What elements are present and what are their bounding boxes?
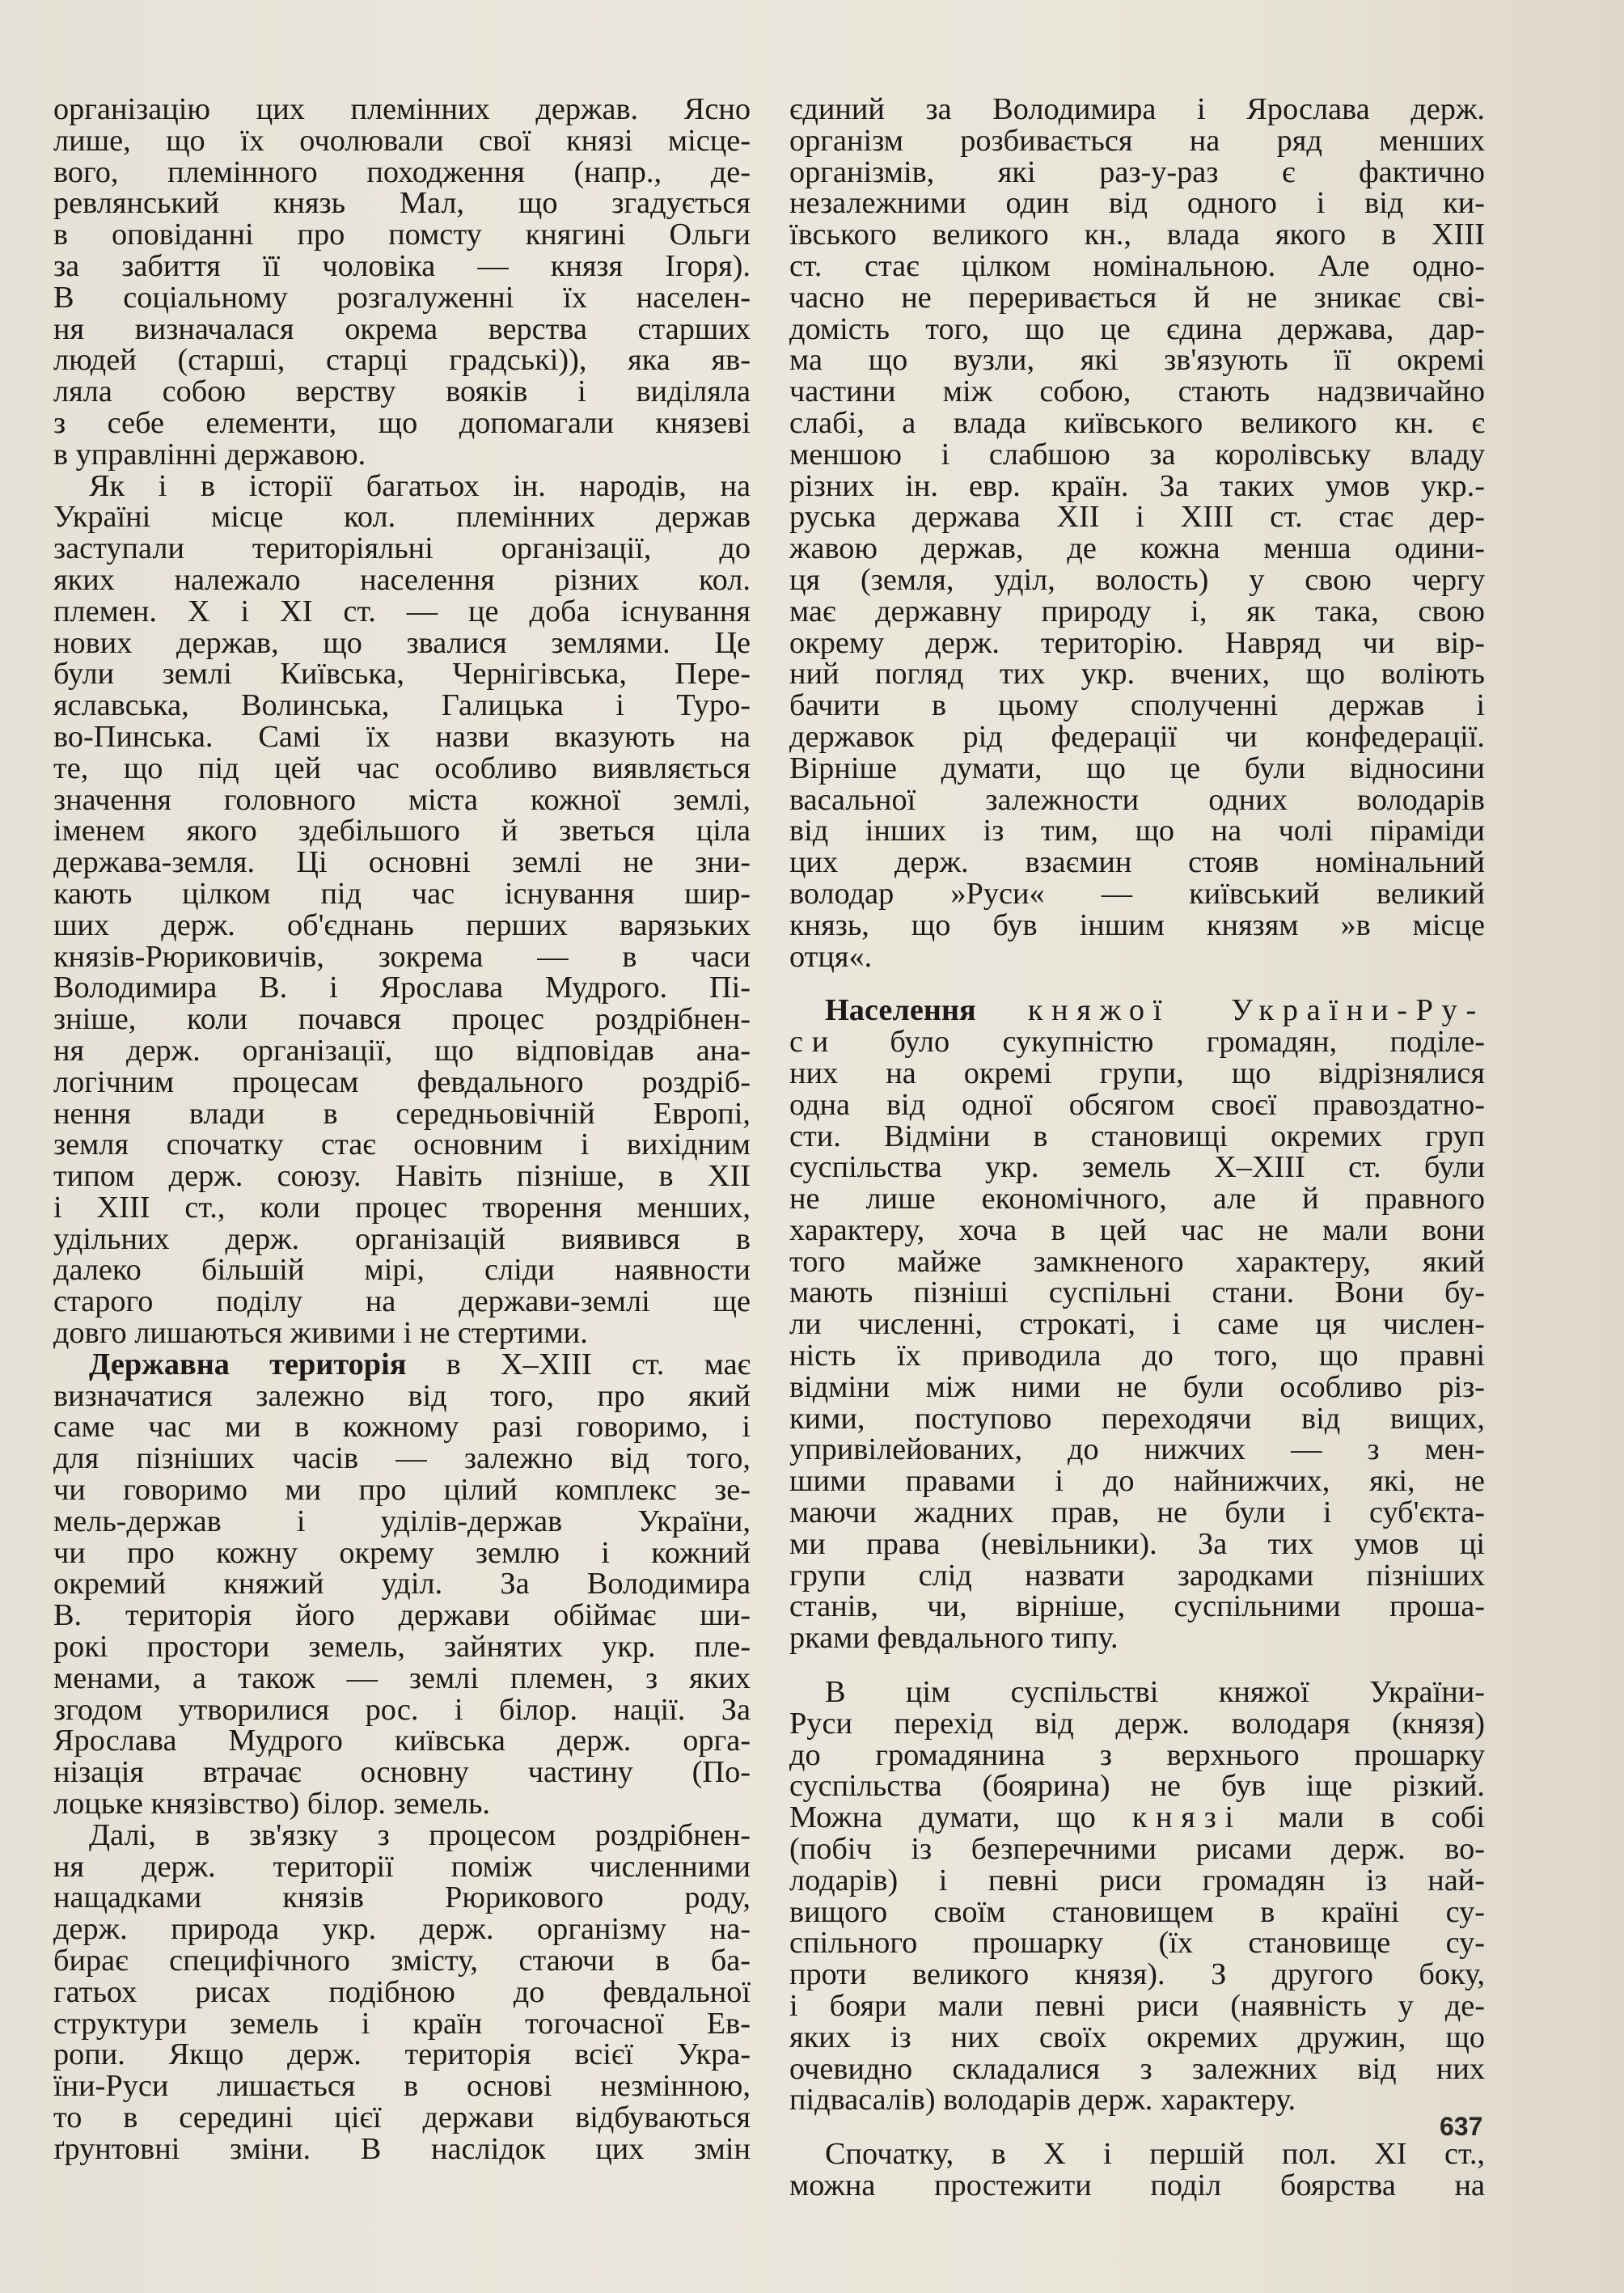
line-text: Вірніше думати, що це були відносини (789, 751, 1485, 785)
section-heading: Державна територія (89, 1347, 407, 1381)
line-text: ність їх приводила до того, що правні (789, 1339, 1485, 1373)
line-text: домість того, що це єдина держава, дар- (789, 311, 1485, 346)
line-text: яславська, Волинська, Галицька і Туро- (53, 688, 751, 723)
text-line (53, 1851, 751, 1883)
text-line (789, 1497, 1485, 1529)
line-text: племен. X і XI ст. — це доба існування (53, 594, 751, 628)
line-text: іменем якого здебільшого й зветься ціла (53, 814, 751, 848)
line-text: за забиття її чоловіка — князя Ігоря). (53, 248, 751, 283)
line-text: ня визначалася окрема верства старших (53, 311, 751, 346)
line-text: станів, чи, вірніше, суспільними проша- (789, 1589, 1485, 1624)
text-line (789, 1927, 1485, 1959)
text-line (789, 1708, 1485, 1740)
line-text: отця«. (789, 939, 873, 974)
text-line (53, 972, 751, 1004)
line-text: окремий княжий уділ. За Володимира (53, 1567, 751, 1601)
text-line (789, 2139, 1485, 2170)
line-text: нення влади в середньовічній Европі, (53, 1096, 751, 1131)
text-line (53, 1945, 751, 1977)
text-line (789, 1058, 1485, 1089)
text-line (789, 94, 1485, 125)
line-text: заступали територіяльні організації, до (53, 531, 751, 566)
line-text: В. територія його держави обіймає ши- (53, 1598, 751, 1633)
text-line (789, 533, 1485, 565)
text-line (789, 282, 1485, 314)
line-text: упривілейованих, до нижчих — з мен- (789, 1432, 1485, 1467)
line-text: значення головного міста кожної землі, (53, 782, 751, 817)
text-line (789, 625, 1485, 660)
text-line (789, 405, 1485, 440)
left-text-column (53, 94, 751, 2165)
text-line (53, 1568, 751, 1600)
line-text: Далі, в зв'язку з процесом роздрібнен- (89, 1817, 751, 1852)
text-line (53, 2102, 751, 2134)
line-text: організацію цих племінних держав. Ясно (53, 92, 751, 126)
line-text: кими, поступово переходячи від вищих, (789, 1401, 1485, 1436)
line-text: князь, що був іншим князям »в місце (789, 907, 1485, 942)
text-line (789, 1340, 1485, 1372)
text-line (53, 501, 751, 533)
line-text: князів-Рюриковичів, зокрема — в часи (53, 939, 751, 974)
line-text: маючи жадних прав, не були і суб'єкта- (789, 1496, 1485, 1530)
line-text: далеко більшій мірі, сліди наявности (53, 1253, 751, 1288)
line-text: їни-Руси лишається в основі незмінною, (53, 2069, 751, 2104)
line-text: частини між собою, стають надзвичайно (789, 374, 1485, 409)
line-text: ших держ. об'єднань перших варязьких (53, 907, 751, 942)
text-line (53, 1129, 751, 1161)
text-line (53, 1064, 751, 1099)
line-text: ревлянський князь Мал, що згадується (53, 186, 751, 221)
text-line (53, 782, 751, 817)
text-line (53, 2008, 751, 2040)
text-line (53, 596, 751, 628)
line-text: васальної залежности одних володарів (789, 782, 1485, 817)
text-line (789, 1152, 1485, 1183)
text-line (53, 1192, 751, 1224)
line-text: ст. стає цілком номінальною. Але одно- (789, 248, 1485, 283)
text-line (789, 2084, 1485, 2116)
text-line (789, 1959, 1485, 1991)
line-text: те, що під цей час особливо виявляється (53, 751, 751, 785)
line-text: єдиний за Володимира і Ярослава держ. (789, 92, 1485, 126)
line-text: відміни між ними не були особливо різ- (789, 1369, 1485, 1404)
text-line (789, 878, 1485, 910)
text-line (53, 1254, 751, 1286)
line-text: для пізніших часів — залежно від того, (53, 1441, 751, 1476)
text-line (53, 1600, 751, 1631)
emphasis-spaced: князі (1131, 1800, 1242, 1835)
text-line (789, 376, 1485, 408)
text-line (53, 1443, 751, 1474)
text-line (789, 847, 1485, 878)
line-text: організм розбивається на ряд менших (789, 123, 1485, 158)
text-line (53, 94, 751, 125)
line-text: вого, племінного походження (напр., де- (53, 154, 751, 189)
line-text: Володимира В. і Ярослава Мудрого. Пі- (53, 971, 751, 1005)
text-line (53, 690, 751, 721)
text-line (789, 721, 1485, 753)
line-text: лодарів) і певні риси громадян із най- (789, 1863, 1485, 1897)
text-line (53, 282, 751, 314)
text-line (789, 1677, 1485, 1708)
line-text: мель-держав і уділів-держав України, (53, 1504, 751, 1538)
line-text: окрему держ. територію. Навряд чи вір- (789, 625, 1485, 660)
line-text: земля спочатку стає основним і вихідним (53, 1127, 751, 1162)
line-text: гатьох рисах подібною до февдальної (53, 1974, 751, 2009)
text-line (53, 658, 751, 690)
line-text: групи слід назвати зародками пізніших (789, 1558, 1485, 1593)
text-line (789, 1526, 1485, 1561)
text-line (53, 562, 751, 597)
line-text: чи говоримо ми про цілий комплекс зе- (53, 1473, 751, 1508)
line-text: від інших із тим, що на чолі піраміди (789, 814, 1485, 848)
line-text: структури земель і країн тогочасної Ев- (53, 2006, 751, 2041)
line-text: нащадками князів Рюрикового роду, (53, 1881, 751, 1915)
text-line (53, 2131, 751, 2166)
text-line (53, 2039, 751, 2071)
text-line (53, 625, 751, 660)
line-text: бачити в цьому сполученні держав і (789, 688, 1485, 723)
text-line (789, 1591, 1485, 1622)
line-text: ли численні, строкаті, і саме ця числен- (789, 1307, 1485, 1342)
line-text: визначатися залежно від того, про який (53, 1378, 751, 1413)
text-line (53, 1817, 751, 1852)
line-text: мають пізніші суспільні стани. Вони бу- (789, 1276, 1485, 1310)
text-line (53, 125, 751, 157)
text-line (789, 154, 1485, 189)
emphasis-spaced: княжої України-Ру- (1027, 993, 1485, 1028)
text-line (53, 721, 751, 753)
paragraph-gap (789, 1654, 1485, 1677)
line-text: нових держав, що звалися землями. Це (53, 625, 751, 660)
line-text: ропи. Якщо держ. територія всієї Укра- (53, 2037, 751, 2072)
text-line (789, 1466, 1485, 1497)
line-text: ця (земля, уділ, волость) у свою чергу (789, 562, 1485, 597)
text-line (53, 1378, 751, 1413)
text-line (53, 1757, 751, 1788)
text-line (789, 125, 1485, 157)
line-text: людей (старші, старці градські)), яка яв- (53, 343, 751, 378)
text-line (53, 1788, 751, 1820)
line-text: во-Пинська. Самі їх назви вказують на (53, 719, 751, 754)
text-line (789, 311, 1485, 346)
text-line (789, 1894, 1485, 1929)
text-line (53, 248, 751, 283)
text-line (53, 1474, 751, 1506)
line-text: зніше, коли почався процес роздрібнен- (53, 1002, 751, 1037)
text-line (789, 501, 1485, 533)
line-text: до громадянина з верхнього прошарку (789, 1737, 1485, 1772)
line-text: довго лишаються живими і не стертими. (53, 1316, 588, 1351)
text-line (53, 941, 751, 973)
line-text: проти великого князя). З другого боку, (789, 1957, 1485, 1992)
text-line (789, 1246, 1485, 1278)
line-text: в управлінні державою. (53, 437, 366, 472)
text-line (53, 1411, 751, 1443)
text-line (789, 1865, 1485, 1897)
text-line (53, 1286, 751, 1318)
text-line (53, 1631, 751, 1663)
line-text: державок рід федерації чи конфедерації. (789, 719, 1485, 754)
text-line (53, 468, 751, 503)
page-number: 637 (1440, 2112, 1483, 2141)
line-text: цих держ. взаємин стояв номінальний (789, 845, 1485, 880)
line-text: менами, а також — землі племен, з яких (53, 1661, 751, 1695)
text-line (789, 1802, 1485, 1834)
text-line (53, 1098, 751, 1130)
text-line (53, 1349, 751, 1381)
line-text: рками февдального типу. (789, 1621, 1119, 1656)
line-text: старого поділу на держави-землі ще (53, 1284, 751, 1319)
text-line (789, 1026, 1485, 1058)
line-text: яких належало населення різних кол. (53, 562, 751, 597)
line-text: нізація втрачає основну частину (По- (53, 1755, 751, 1790)
text-line (53, 1974, 751, 2009)
text-line (789, 1277, 1485, 1309)
text-line (789, 1737, 1485, 1772)
text-line (53, 815, 751, 847)
line-text: були землі Київська, Чернігівська, Пере- (53, 657, 751, 692)
line-text: згодом утворилися рос. і білор. нації. За (53, 1692, 751, 1727)
line-text: ня держ. території поміж численними (53, 1849, 751, 1884)
text-line (53, 1663, 751, 1694)
text-line (53, 1914, 751, 1945)
line-text: бирає специфічного змісту, стаючи в ба- (53, 1944, 751, 1978)
text-line (53, 345, 751, 376)
line-text: Україні місце кол. племінних держав (53, 500, 751, 535)
line-text: Руси перехід від держ. володаря (князя) (789, 1706, 1485, 1741)
line-text: незалежними один від одного і від ки- (789, 186, 1485, 221)
line-text: в оповіданні про помсту княгині Ольги (53, 218, 751, 252)
text-line (789, 658, 1485, 690)
line-text: володар »Руси« — київський великий (789, 876, 1485, 911)
line-text: чи про кожну окрему землю і кожний (53, 1535, 751, 1570)
line-text: часно не переривається й не зникає сві- (789, 280, 1485, 315)
line-text: удільних держ. організацій виявився в (53, 1221, 751, 1256)
line-text: характеру, хоча в цей час не мали вони (789, 1212, 1485, 1247)
text-line (789, 1622, 1485, 1654)
line-text: Можна думати, що (789, 1800, 1096, 1835)
text-line (789, 1309, 1485, 1340)
line-text: Як і в історії багатьох ін. народів, на (89, 468, 751, 503)
line-text: то в середині цієї держави відбуваються (53, 2101, 751, 2134)
line-text: держава-земля. Ці основні землі не зни- (53, 845, 751, 880)
line-text: В цім суспільстві княжої України- (825, 1675, 1485, 1710)
text-line (789, 345, 1485, 376)
text-line (789, 1183, 1485, 1215)
text-line (53, 1694, 751, 1726)
text-line (53, 311, 751, 346)
line-text: ляла собою верству вояків і виділяла (53, 374, 751, 409)
line-text: шими правами і до найнижчих, які, не (789, 1464, 1485, 1499)
text-line (789, 753, 1485, 785)
text-line (789, 1121, 1485, 1153)
text-line (789, 941, 1485, 973)
line-text: вищого своїм становищем в країні су- (789, 1894, 1485, 1929)
line-text: ня держ. організації, що відповідав ана- (53, 1033, 751, 1068)
section-heading: Населення (825, 993, 976, 1028)
text-line (53, 1161, 751, 1192)
text-line (789, 907, 1485, 942)
line-text: руська держава XII і XIII ст. стає дер- (789, 500, 1485, 535)
line-text: меншою і слабшою за королівську владу (789, 437, 1485, 472)
text-line (53, 376, 751, 408)
text-line (53, 154, 751, 189)
line-text: в X–XIII ст. має (446, 1347, 751, 1381)
line-text: очевидно складалися з залежних від них (789, 2051, 1485, 2086)
text-line (789, 1834, 1485, 1865)
right-text-column (789, 94, 1485, 2202)
text-line (789, 1771, 1485, 1802)
line-text: не лише економічного, але й правного (789, 1182, 1485, 1216)
text-line (789, 596, 1485, 628)
text-line (789, 219, 1485, 251)
line-text: жавою держав, де кожна менша одини- (789, 531, 1485, 566)
line-text: має державну природу і, як така, свою (789, 594, 1485, 628)
line-text: можна простежити поділ боярства на (789, 2168, 1485, 2202)
text-line (53, 1882, 751, 1914)
text-line (53, 878, 751, 910)
text-line (53, 1221, 751, 1256)
text-line (53, 1506, 751, 1538)
line-text: типом держ. союзу. Навіть пізніше, в XII (53, 1159, 751, 1194)
text-line (789, 1089, 1485, 1121)
line-text: логічним процесам февдального роздріб- (53, 1064, 751, 1099)
emphasis-spaced: си (789, 1025, 837, 1060)
line-text: Ярослава Мудрого київська держ. орга- (53, 1724, 751, 1758)
text-line (53, 1035, 751, 1067)
text-line (789, 1212, 1485, 1247)
text-line (53, 405, 751, 440)
paragraph-gap (789, 2116, 1485, 2139)
line-text: різних ін. евр. країн. За таких умов укр.- (789, 468, 1485, 503)
text-line (789, 2022, 1485, 2054)
line-text: кають цілком під час існування шир- (53, 876, 751, 911)
line-text: було сукупністю громадян, поділе- (890, 1025, 1486, 1060)
line-text: ма що вузли, які зв'язують її окремі (789, 343, 1485, 378)
line-text: яких із них своїх окремих дружин, що (789, 2020, 1485, 2054)
text-line (53, 1318, 751, 1349)
text-line (789, 815, 1485, 847)
line-text: (побіч із безперечними рисами держ. во- (789, 1832, 1485, 1867)
line-text: сти. Відміни в становищі окремих груп (789, 1119, 1485, 1153)
line-text: спільного прошарку (їх становище су- (789, 1926, 1485, 1961)
text-line (789, 248, 1485, 283)
line-text: суспільства (боярина) не був іще різкий. (789, 1769, 1485, 1804)
text-line (53, 847, 751, 878)
line-text: слабі, а влада київського великого кн. є (789, 405, 1485, 440)
line-text: лоцьке князівство) білор. земель. (53, 1787, 491, 1821)
line-text: і XIII ст., коли процес творення менших, (53, 1190, 751, 1225)
text-line (789, 468, 1485, 503)
line-text: того майже замкненого характеру, який (789, 1244, 1485, 1279)
line-text: суспільства укр. земель X–XIII ст. були (789, 1150, 1485, 1185)
text-line (53, 2071, 751, 2102)
line-text: держ. природа укр. держ. організму на- (53, 1912, 751, 1947)
text-line (789, 1434, 1485, 1466)
text-line (789, 1369, 1485, 1404)
text-line (53, 219, 751, 251)
text-line (53, 533, 751, 565)
line-text: ний погляд тих укр. вчених, що воліють (789, 657, 1485, 692)
text-line (53, 188, 751, 219)
text-line (789, 2170, 1485, 2202)
line-text: В соціальному розгалуженні їх населен- (53, 280, 751, 315)
text-line (53, 907, 751, 942)
paragraph-gap (789, 972, 1485, 995)
line-text: саме час ми в кожному разі говоримо, і (53, 1410, 751, 1445)
line-text: і бояри мали певні риси (наявність у де- (789, 1989, 1485, 2024)
line-text: лише, що їх очолювали свої князі місце- (53, 123, 751, 158)
text-line (789, 1560, 1485, 1592)
line-text: підвасалів) володарів держ. характеру. (789, 2083, 1296, 2117)
line-text: ми права (невільники). За тих умов ці (789, 1526, 1485, 1561)
text-line (53, 1535, 751, 1570)
line-text: ґрунтовні зміни. В наслідок цих змін (53, 2131, 751, 2166)
text-line (53, 1004, 751, 1035)
text-line (789, 188, 1485, 219)
text-line (789, 2051, 1485, 2086)
line-text: з себе елементи, що допомагали князеві (53, 405, 751, 440)
text-line (53, 1725, 751, 1757)
text-line (789, 1991, 1485, 2022)
text-line (789, 690, 1485, 721)
text-line (789, 995, 1485, 1026)
line-text: одна від одної обсягом своєї правоздатно- (789, 1087, 1485, 1122)
line-text: Спочатку, в X і першій пол. XI ст., (825, 2137, 1485, 2172)
text-line (789, 1403, 1485, 1435)
text-line (789, 439, 1485, 471)
line-text: рокі простори земель, зайнятих укр. пле- (53, 1630, 751, 1665)
line-text: мали в собі (1278, 1800, 1485, 1835)
line-text: них на окремі групи, що відрізнялися (789, 1056, 1485, 1090)
line-text: організмів, які раз-у-раз є фактично (789, 154, 1485, 189)
text-line (789, 562, 1485, 597)
text-line (53, 439, 751, 471)
text-line (789, 782, 1485, 817)
text-line (53, 753, 751, 785)
line-text: ївського великого кн., влада якого в XIII (789, 218, 1485, 252)
